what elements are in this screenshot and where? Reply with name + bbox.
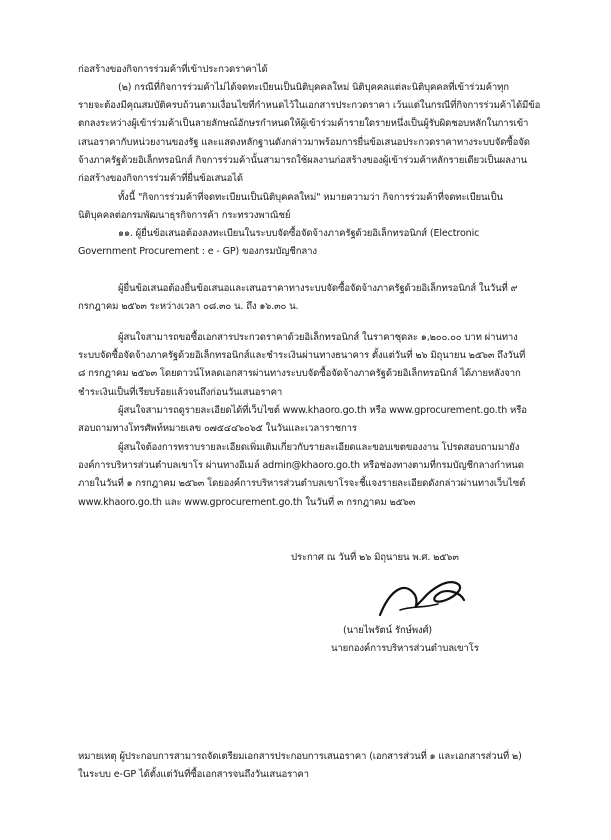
text-line: ชำระเงินเป็นที่เรียบร้อยแล้วจนถึงก่อนวันเสนอราคา bbox=[78, 387, 283, 398]
text-line: Government Procurement : e - GP) ของกรมบัญชีกลาง bbox=[78, 246, 317, 257]
remark-line: ในระบบ e-GP ได้ตั้งแต่วันที่ซื้อเอกสารจนถึงวันเสนอราคา bbox=[78, 769, 309, 780]
text-line: ๘ กรกฎาคม ๒๕๖๓ โดยดาวน์โหลดเอกสารผ่านทางระบบจัดซื้อจัดจ้างภาครัฐด้วยอิเล็กทรอนิกส์ ได้ภายหลังจาก bbox=[78, 368, 521, 379]
text-line: จ้างภาครัฐด้วยอิเล็กทรอนิกส์ กิจการร่วมค้านั้นสามารถใช้ผลงานก่อสร้างของผู้เข้าร่วมค้าหลักรายเดียวเป็นผลงาน bbox=[78, 155, 528, 166]
text-line: ผู้สนใจสามารถดูรายละเอียดได้ที่เว็บไซต์ www.khaoro.go.th หรือ www.gprocurement.go.th หรือ bbox=[118, 405, 527, 416]
signatory-name: (นายไพรัตน์ รักษ์พงศ์) bbox=[343, 625, 433, 636]
text-line: ผู้ยื่นข้อเสนอต้องยื่นข้อเสนอและเสนอราคาทางระบบจัดซื้อจัดจ้างภาครัฐด้วยอิเล็กทรอนิกส์ ในวันที่ ๙ bbox=[118, 283, 518, 294]
text-line: ๑๑. ผู้ยื่นข้อเสนอต้องลงทะเบียนในระบบจัดซื้อจัดจ้างภาครัฐด้วยอิเล็กทรอนิกส์ (Electronic bbox=[118, 228, 480, 239]
signature-image bbox=[360, 570, 470, 630]
text-line: ตกลงระหว่างผู้เข้าร่วมค้าเป็นลายลักษณ์อักษรกำหนดให้ผู้เข้าร่วมค้ารายใดรายหนึ่งเป็นผู้รับผิดชอบหลักในการเข้า bbox=[78, 118, 529, 129]
announcement-date: ประกาศ ณ วันที่ ๒๖ มิถุนายน พ.ศ. ๒๕๖๓ bbox=[291, 552, 459, 563]
text-line: สอบถามทางโทรศัพท์หมายเลข ๐๗๕๔๔๖๐๖๕ ในวันและเวลาราชการ bbox=[78, 423, 357, 434]
text-line: ผู้สนใจต้องการทราบรายละเอียดเพิ่มเติมเกี่ยวกับรายละเอียดและขอบเขตของงาน โปรดสอบถามมายัง bbox=[118, 442, 520, 453]
text-line: องค์การบริหารส่วนตำบลเขาโร ผ่านทางอีเมล์ admin@khaoro.go.th หรือช่องทางตามที่กรมบัญชีกลางกำหนด bbox=[78, 460, 524, 471]
remark-line: หมายเหตุ ผู้ประกอบการสามารถจัดเตรียมเอกสารประกอบการเสนอราคา (เอกสารส่วนที่ ๑ และเอกสารส่วนที่ ๒) bbox=[78, 751, 522, 762]
text-line: ทั้งนี้ "กิจการร่วมค้าที่จดทะเบียนเป็นนิติบุคคลใหม่" หมายความว่า กิจการร่วมค้าที่จดทะเบียนเป็น bbox=[118, 192, 503, 203]
text-line: ก่อสร้างของกิจการร่วมค้าที่ยื่นข้อเสนอได้ bbox=[78, 173, 243, 184]
text-line: ระบบจัดซื้อจัดจ้างภาครัฐด้วยอิเล็กทรอนิกส์และชำระเงินผ่านทางธนาคาร ตั้งแต่วันที่ ๒๖ มิถุนายน ๒๕๖๓ ถึงวันที่ bbox=[78, 350, 526, 361]
signatory-title: นายกองค์การบริหารส่วนตำบลเขาโร bbox=[331, 643, 479, 654]
text-line: (๒) กรณีที่กิจการร่วมค้าไม่ได้จดทะเบียนเป็นนิติบุคคลใหม่ นิติบุคคลแต่ละนิติบุคคลที่เข้าร่วมค้าทุก bbox=[118, 82, 509, 93]
text-line: ผู้สนใจสามารถขอซื้อเอกสารประกวดราคาด้วยอิเล็กทรอนิกส์ ในราคาชุดละ ๑,๒๐๐.๐๐ บาท ผ่านทาง bbox=[118, 332, 518, 343]
signature-icon bbox=[360, 570, 470, 630]
text-line: www.khaoro.go.th และ www.gprocurement.go.th ในวันที่ ๓ กรกฎาคม ๒๕๖๓ bbox=[78, 497, 416, 508]
text-line: รายจะต้องมีคุณสมบัติครบถ้วนตามเงื่อนไขที่กำหนดไว้ในเอกสารประกวดราคา เว้นแต่ในกรณีที่กิจการร่วมค้าได้มีข้อ bbox=[78, 100, 541, 111]
text-line: นิติบุคคลต่อกรมพัฒนาธุรกิจการค้า กระทรวงพาณิชย์ bbox=[78, 210, 291, 221]
text-line: ภายในวันที่ ๑ กรกฎาคม ๒๕๖๓ โดยองค์การบริหารส่วนตำบลเขาโรจะชี้แจงรายละเอียดดังกล่าวผ่านทางเว็บไซต์ bbox=[78, 478, 526, 489]
text-line: กรกฎาคม ๒๕๖๓ ระหว่างเวลา ๐๘.๓๐ น. ถึง ๑๖.๓๐ น. bbox=[78, 301, 299, 312]
text-line: ก่อสร้างของกิจการร่วมค้าที่เข้าประกวดราคาได้ bbox=[78, 64, 268, 75]
text-line: เสนอราคากับหน่วยงานของรัฐ และแสดงหลักฐานดังกล่าวมาพร้อมการยื่นข้อเสนอประกวดราคาทางระบบจัดซื้อจัด bbox=[78, 137, 530, 148]
